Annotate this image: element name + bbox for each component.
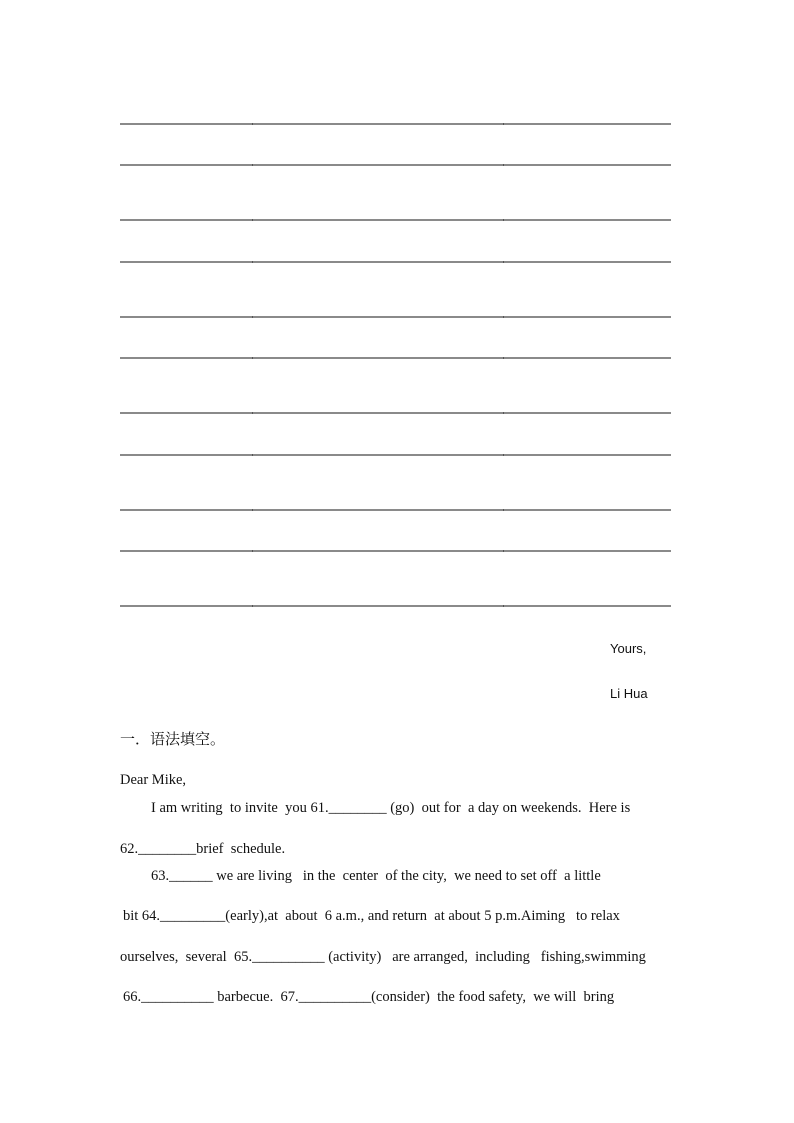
writing-line xyxy=(120,412,671,414)
letter-line: 62.________brief schedule. xyxy=(120,841,286,857)
line-tick xyxy=(252,164,253,166)
line-tick xyxy=(503,316,504,318)
writing-line xyxy=(120,261,671,263)
line-tick xyxy=(252,454,253,456)
line-tick xyxy=(503,605,504,607)
closing: Yours, xyxy=(610,641,647,656)
letter-line: ourselves, several 65.__________ (activity) are arranged, including fishing,swimming xyxy=(120,949,646,965)
writing-line xyxy=(120,219,671,221)
signer-name: Li Hua xyxy=(610,686,648,701)
writing-line xyxy=(120,316,671,318)
writing-line xyxy=(120,550,671,552)
line-tick xyxy=(503,454,504,456)
writing-line xyxy=(120,164,671,166)
writing-line xyxy=(120,123,671,125)
writing-line xyxy=(120,605,671,607)
writing-line xyxy=(120,357,671,359)
line-tick xyxy=(503,164,504,166)
line-tick xyxy=(252,123,253,125)
writing-line xyxy=(120,509,671,511)
line-tick xyxy=(252,219,253,221)
salutation: Dear Mike, xyxy=(120,772,187,788)
letter-line: bit 64._________(early),at about 6 a.m., and return at about 5 p.m.Aiming to relax xyxy=(123,908,620,924)
line-tick xyxy=(503,509,504,511)
line-tick xyxy=(503,219,504,221)
line-tick xyxy=(252,550,253,552)
line-tick xyxy=(252,605,253,607)
line-tick xyxy=(503,550,504,552)
line-tick xyxy=(252,261,253,263)
section-heading: 一．语法填空。 xyxy=(120,730,226,748)
letter-line: 66.__________ barbecue. 67.__________(consider) the food safety, we will bring xyxy=(123,989,615,1005)
line-tick xyxy=(252,316,253,318)
line-tick xyxy=(503,123,504,125)
writing-line xyxy=(120,454,671,456)
line-tick xyxy=(503,412,504,414)
line-tick xyxy=(252,509,253,511)
line-tick xyxy=(252,412,253,414)
letter-line: I am writing to invite you 61.________ (go) out for a day on weekends. Here is xyxy=(151,800,631,816)
line-tick xyxy=(503,261,504,263)
letter-line: 63.______ we are living in the center of the city, we need to set off a little xyxy=(151,868,601,884)
line-tick xyxy=(252,357,253,359)
line-tick xyxy=(503,357,504,359)
